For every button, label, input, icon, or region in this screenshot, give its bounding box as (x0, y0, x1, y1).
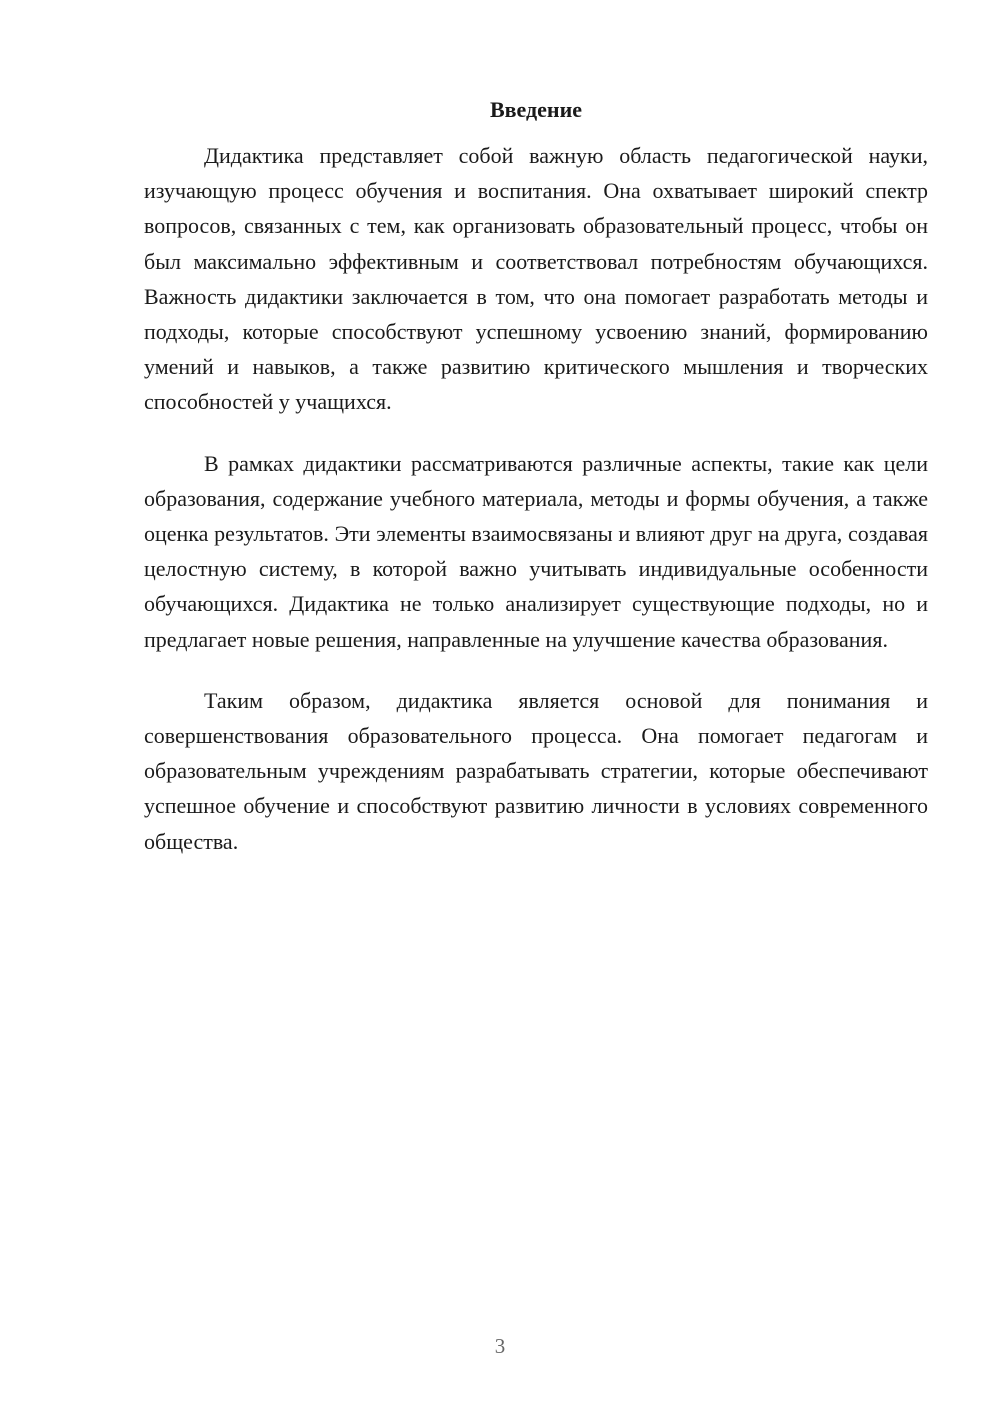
section-title: Введение (489, 97, 583, 122)
paragraph-2: В рамках дидактики рассматриваются различные аспекты, такие как цели образования, содержание учебного материала, методы и формы обучения, а также оценка результатов. Эти элементы взаимосвязаны и влияют друг на друга, создавая целостную систему, в которой важно учитывать индивидуальные особенности обучающихся. Дидактика не только анализирует существующие подходы, но и предлагает новые решения, направленные на улучшение качества образования. (144, 450, 928, 652)
page-number: 3 (494, 1334, 506, 1358)
paragraph-1: Дидактика представляет собой важную область педагогической науки, изучающую процесс обучения и воспитания. Она охватывает широкий спектр вопросов, связанных с тем, как организовать образовательный процесс, чтобы он был максимально эффективным и соответствовал потребностям обучающихся. Важность дидактики заключается в том, что она помогает разработать методы и подходы, которые способствуют успешному усвоению знаний, формированию умений и навыков, а также развитию критического мышления и творческих способностей у учащихся. (144, 143, 928, 415)
page-content (144, 92, 928, 885)
paragraph-3: Таким образом, дидактика является основой для понимания и совершенствования образовательного процесса. Она помогает педагогам и образовательным учреждениям разрабатывать стратегии, которые обеспечивают успешное обучение и способствуют развитию личности в условиях современного общества. (144, 687, 928, 854)
